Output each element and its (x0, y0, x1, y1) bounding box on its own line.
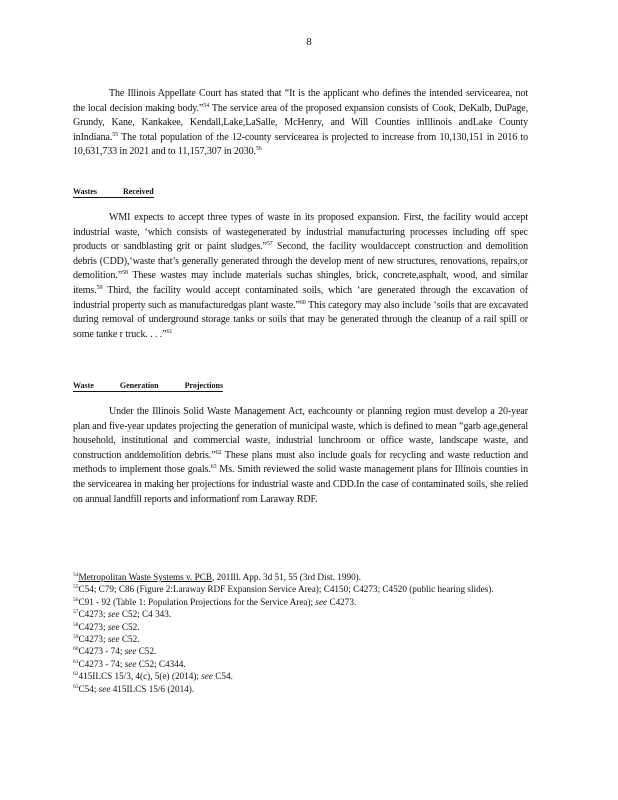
section-heading-wastes-received (73, 187, 154, 198)
footnote-ref: 62 (215, 449, 222, 456)
paragraph-text: The total population of the 12-county servicearea is projected to increase from 10,130,151 in 2016 to 10,631,733 in 2021 and to 11,157,307 in 2030. (73, 131, 528, 158)
footnote-number: 58 (73, 621, 79, 628)
footnote-ref: 60 (299, 299, 306, 306)
footnote-61 (73, 658, 543, 670)
paragraph-text: This category may also include ‘soils that are excavated during removal of underground storage tanks or soils that may be generated through the cleanup of a rail spill or some tanke r truck. . . .” (73, 299, 528, 340)
footnote-text: C54. (212, 671, 233, 682)
footnote-number: 61 (73, 658, 79, 665)
footnote-number: 55 (73, 584, 79, 591)
footnote-ref: 63 (210, 464, 217, 471)
footnote-number: 57 (73, 609, 79, 616)
signal-see: see (124, 658, 137, 669)
case-name: Metropolitan Waste Systems v. PCB (78, 572, 212, 582)
footnote-number: 60 (73, 646, 79, 653)
signal-see: see (124, 646, 137, 657)
footnote-text: C4273 - 74; (78, 658, 125, 669)
paragraph-text: Ms. Smith reviewed the solid waste management plans for Illinois counties in the servicearea in making her projections for industrial waste and CDD.In the case of contaminated soils, she relied on annual landfill reports and informationf rom Laraway RDF. (73, 464, 528, 505)
signal-see: see (201, 671, 213, 682)
footnote-ref: 61 (166, 328, 173, 335)
footnote-57 (73, 608, 543, 620)
paragraph-text: The Illinois Appellate Court has stated that “It is the applicant who defines the intended servicearea, not the local decision making body.” (73, 88, 528, 114)
footnote-text: C52. (119, 634, 140, 645)
footnote-text: C54; C79; C86 (Figure 2:Laraway RDF Expansion Service Area); C4150; C4273; C4520 (public hearing slides). (78, 584, 494, 595)
paragraph-waste-generation (73, 405, 528, 507)
footnote-ref: 55 (112, 131, 119, 138)
paragraph-text: Third, the facility would accept contaminated soils, which ‘are generated through the excavation of industrial property such as manufacturedgas plant waste.” (73, 284, 528, 311)
paragraph-service-area (73, 87, 528, 160)
footnote-text: , 201Ill. App. 3d 51, 55 (3rd Dist. 1990). (212, 572, 362, 582)
footnote-62 (73, 670, 543, 682)
signal-see: see (315, 596, 328, 607)
footnote-text: C91 - 92 (Table 1: Population Projections for the Service Area); (78, 596, 316, 607)
footnote-text: C4273; (78, 621, 108, 632)
paragraph-text: These plans must also include goals for recycling and waste reduction and methods to implement those goals. (73, 449, 528, 476)
heading-word: Wastes (73, 187, 97, 196)
footnote-ref: 57 (266, 241, 273, 248)
section-heading-waste-generation (73, 381, 223, 392)
signal-see: see (98, 683, 111, 694)
footnote-55 (73, 583, 528, 595)
footnote-number: 54 (73, 572, 79, 578)
footnote-text: C54; (78, 683, 99, 694)
signal-see: see (107, 621, 120, 632)
paragraph-text: The service area of the proposed expansion consists of Cook, DeKalb, DuPage, Grundy, Kane, Kankakee, Kendall,Lake,LaSalle, McHenry, and Will Counties inIllinois andLake County inIndiana. (73, 102, 528, 143)
footnote-text: C4273; (78, 609, 108, 620)
heading-word: Received (123, 187, 154, 196)
footnote-text: C4273. (327, 596, 357, 607)
footnote-number: 56 (73, 596, 79, 603)
footnote-text: 415ILCS 15/3, 4(c), 5(e) (2014); (78, 671, 202, 682)
footnote-text: C4273 - 74; (78, 646, 125, 657)
footnote-63 (73, 683, 543, 695)
footnote-ref: 54 (203, 102, 210, 109)
heading-word: Generation (119, 381, 159, 390)
footnote-58 (73, 621, 543, 633)
footnote-text: C52. (136, 646, 157, 657)
heading-word: Waste (73, 381, 94, 390)
footnote-number: 63 (73, 683, 79, 690)
footnote-ref: 58 (122, 270, 128, 277)
page-number: 8 (306, 36, 312, 48)
footnotes (73, 571, 543, 695)
footnote-text: 415ILCS 15/6 (2014). (110, 683, 195, 694)
footnote-text: C52; C4 343. (119, 609, 172, 620)
footnote-number: 59 (73, 634, 79, 641)
paragraph-text: These wastes may include materials suchas shingles, brick, concrete,asphalt, wood, and similar items. (73, 270, 528, 296)
footnote-ref: 56 (255, 146, 262, 153)
footnote-text: C4273; (78, 634, 108, 645)
heading-word: Projections (184, 381, 224, 390)
signal-see: see (107, 609, 120, 620)
paragraph-wastes (73, 211, 528, 342)
paragraph-text: Under the Illinois Solid Waste Management Act, eachcounty or planning region must develop a 20-year plan and five-year updates projecting the generation of municipal waste, which is defined to mean “garb age,general household, institutional and commercial waste, industrial lunchroom or office waste, landscape waste, and construction anddemolition debris.” (73, 406, 528, 461)
paragraph-text: WMI expects to accept three types of waste in its proposed expansion. First, the facility would accept industrial waste, ‘which consists of wastegenerated by industrial manufacturing processes including off spec products or sandblasting grit or paint sludges.” (73, 212, 528, 253)
footnote-56 (73, 596, 543, 608)
paragraph-text: Second, the facility wouldaccept construction and demolition debris (CDD),‘waste that’s generally generated through the develop ment of new structures, renovations, repairs,or demolition.” (73, 241, 528, 282)
footnote-54 (73, 571, 543, 583)
footnote-59 (73, 633, 543, 645)
footnote-ref: 59 (96, 284, 103, 291)
footnote-number: 62 (73, 671, 79, 678)
footnote-text: C52; C4344. (136, 658, 186, 669)
footnote-60 (73, 645, 543, 657)
signal-see: see (107, 634, 120, 645)
footnote-text: C52. (119, 621, 140, 632)
